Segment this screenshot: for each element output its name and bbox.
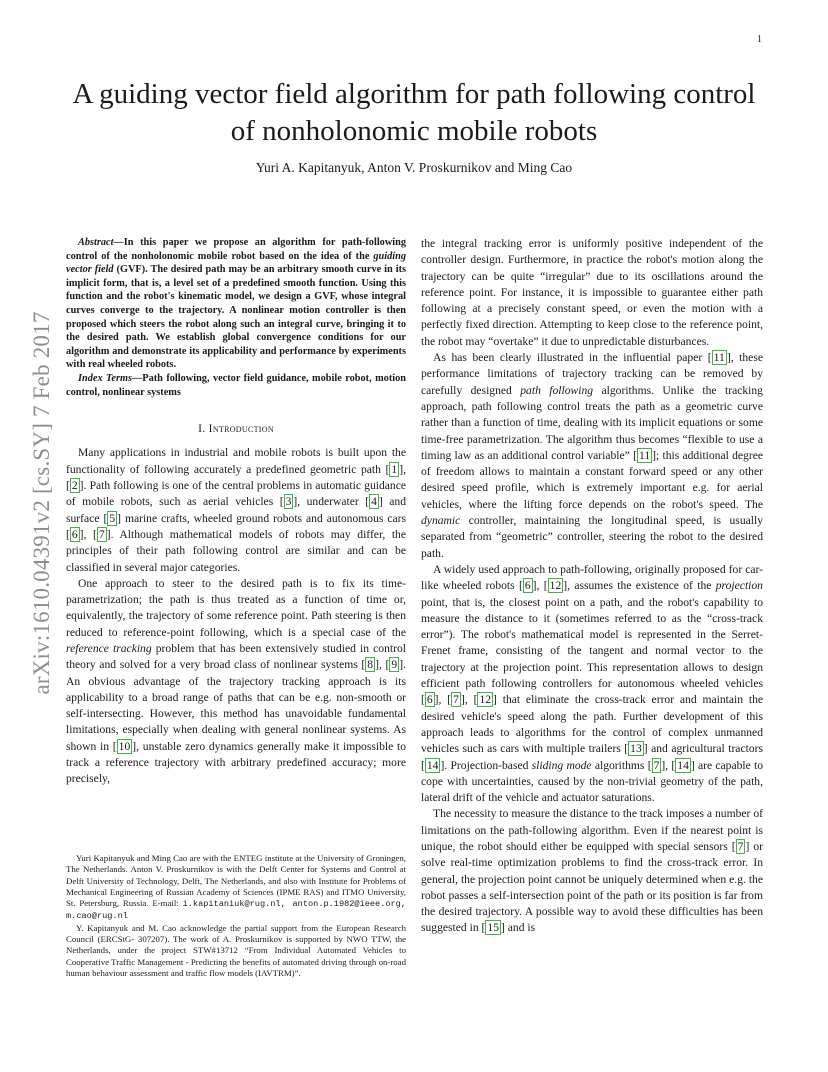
gvf-term: guiding vector field [66,250,406,276]
citation-link[interactable]: [ 9 ] [385,658,404,672]
citation-link[interactable]: [ 4 ] [365,495,383,509]
intro-paragraph-5: The necessity to measure the distance to the track imposes a number of limitations on the path-following algorithm. Even if the nearest point is unique, the robot should either be equipped with special sensors [ 7 ] or solve real-time optimization problems to find the cross-track error. In general, the projection point cannot be uniquely determined when e.g. the robot passes a self-intersection point of the path or its position is far from the desired trajectory. A possible way to avoid these difficulties has been suggested in [ 15 ] and is [421,807,764,935]
citation-link[interactable]: [ 12 ] [543,579,568,593]
page-number: 1 [757,34,762,45]
intro-paragraph-2: One approach to steer to the desired path is to fix its time-parametrization; the path is thus treated as a function of time or, equivalently, the trajectory of some reference point. Path steering is then reduced to reference-point following, which is a special case of the reference tracking problem that has been extensively studied in control theory and solved for a very broad class of nonlinear systems [ 8 ], [ 9 ]. An obvious advantage of the trajectory tracking approach is its applicability to a broad range of paths that can be e.g. non-smooth or self-intersecting. However, this method has unavoidable fundamental limitations, especially when dealing with general nonlinear systems. As shown in [ 10 ], unstable zero dynamics generally make it impossible to track a reference trajectory with arbitrary predefined accuracy; more precisely, [66,576,406,786]
citation-link[interactable]: [ 11 ] [633,448,656,462]
footnote-acknowledgement: Y. Kapitanyuk and M. Cao acknowledge the partial support from the European Research Council (ERCStG- 307207). The work of A. Proskurnikov is supported by NWO TTW, the Netherlands, under the project STW#13712 “From Individual Automated Vehicles to Cooperative Traffic Management - Predicting the benefits of automated driving through on-road human behaviour assessment and traffic flow models (IAVTRM)”. [66,922,406,978]
citation-link[interactable]: [ 7 ] [731,839,750,853]
abstract: Abstract—In this paper we propose an algorithm for path-following control of the nonholonomic mobile robot based on the idea of the guiding vector field (GVF). The desired path may be an arbitrary smooth curve in its implicit form, that is, a level set of a predefined smooth function. Using this function and the robot's kinematic model, we design a GVF, whose integral curves converge to the trajectory. A nonlinear motion controller is then proposed which steers the robot along such an integral curve, bringing it to the desired path. We establish global convergence conditions for our algorithm and demonstrate its applicability and performance by experiments with real wheeled robots. [66,237,407,371]
citation-link[interactable]: [ 7 ] [647,758,666,772]
section-heading-introduction: I. Introduction [198,422,274,436]
citation-link[interactable]: [ 6 ] [518,579,537,593]
paper-title: A guiding vector field algorithm for path following control of nonholonomic mobile robots [72,78,756,147]
citation-link[interactable]: [ 2 ] [66,479,84,493]
footnote-emails[interactable]: i.kapitaniuk@rug.nl, anton.p.1982@ieee.org, m.cao@rug.nl [66,899,406,922]
citation-link[interactable]: [ 14 ] [421,758,445,772]
intro-paragraph-2-continued: the integral tracking error is uniformly positive independent of the controller design. Furthermore, in practice the robot's motion along the trajectory can be quite “irregular” due to its oscillations around the reference point. For instance, it is impossible to guarantee either path following at a precisely constant speed, or even the motion with a perfectly fixed direction. Attempting to keep close to the reference point, the robot may “overtake” it due to unpredictable disturbances. [421,237,763,348]
citation-link[interactable]: [ 6 ] [421,693,439,707]
intro-paragraph-1: Many applications in industrial and mobile robots is built upon the functionality of following accurately a predefined geometric path [ 1 ], [ 2 ]. Path following is one of the central problems in automatic guidance of mobile robots, such as aerial vehicles [ 3 ], underwater [ 4 ] and surface [ 5 ] marine crafts, wheeled ground robots and autonomous cars [ 6 ], [ 7 ]. Although mathematical models of robots may differ, the principles of their path following control are similar and can be classified in several major categories. [66,446,407,574]
arxiv-identifier [22,268,62,738]
citation-link[interactable]: [ 15 ] [481,921,505,935]
index-terms: Index Terms—Path following, vector field guidance, mobile robot, motion control, nonlinear systems [66,372,406,398]
citation-link[interactable]: [ 7 ] [447,693,465,707]
author-list: Yuri A. Kapitanyuk, Anton V. Proskurnikov and Ming Cao [255,160,573,175]
citation-link[interactable]: [ 13 ] [624,742,648,756]
index-terms-label: Index Terms [78,372,132,384]
intro-paragraph-3: As has been clearly illustrated in the influential paper [ 11 ], these performance limitations of trajectory tracking can be removed by carefully designed path following algorithms. Unlike the tracking approach, path following control treats the path as a geometric curve rather than a function of time, dealing with its implicit equations or some time-free parametrization. The algorithm thus becomes “flexible to use a timing law as an additional control variable” [ 11 ]; this additional degree of freedom allows to maintain a constant forward speed or any other desired speed profile, which is extremely important e.g. for aerial vehicles, where the lifting force depends on the robot's speed. The dynamic controller, maintaining the longitudinal speed, is usually separated from “geometric” controller, steering the robot to the desired path. [421,351,763,560]
citation-link[interactable]: [ 3 ] [279,495,298,509]
citation-link[interactable]: [ 8 ] [361,658,379,672]
arxiv-identifier-text: arXiv:1610.04391v2 [cs.SY] 7 Feb 2017 [29,311,54,695]
citation-link[interactable]: [ 12 ] [473,693,497,707]
citation-link[interactable]: [ 11 ] [707,351,731,365]
citation-link[interactable]: [ 7 ] [93,527,111,541]
citation-link[interactable]: [ 14 ] [671,758,695,772]
intro-paragraph-2-left-part: , unstable zero dynamics generally make it impossible to track a reference trajectory with arbitrary predefined accuracy; more precisely, [66,739,406,786]
footnote-affiliations: Yuri Kapitanyuk and Ming Cao are with the ENTEG institute at the University of Groningen, The Netherlands. Anton V. Proskurnikov is with the Delft Center for Systems and Control at Delft University of Technology, Delft, The Netherlands, and also with Institute for Problems of Mechanical Engineering of Russian Academy of Sciences (IPME RAS) and ITMO University, St. Petersburg, Russia. E-mail: i.kapitaniuk@rug.nl, anton.p.1982@ieee.org, m.cao@rug.nl [66,853,406,922]
citation-link[interactable]: [ 1 ] [385,462,404,476]
right-column [421,236,763,937]
citation-link[interactable]: [ 10 ] [112,739,137,753]
footnote [66,853,406,979]
left-column [66,236,406,788]
abstract-label: Abstract [78,237,114,248]
citation-link[interactable]: [ 5 ] [103,511,121,525]
citation-link[interactable]: [ 6 ] [66,527,84,541]
intro-paragraph-4: A widely used approach to path-following, originally proposed for car-like wheeled robots [ 6 ], [ 12 ], assumes the existence of the projection point, that is, the closest point on a path, and the robot's capability to measure the distance to it (sometimes referred to as the “cross-track error”). The robot's mathematical model is represented in the Serret-Frenet frame, consisting of the tangent and normal vector to the trajectory at the projection point. This representation allows to design efficient path following controllers for autonomous wheeled vehicles [ 6 ], [ 7 ], [ 12 ] that eliminate the cross-track error and maintain the desired vehicle's speed along the path. Further development of this approach leads to algorithms for the control of complex unmanned vehicles such as cars with multiple trailers [ 13 ] and agricultural tractors [ 14 ]. Projection-based sliding mode algorithms [ 7 ], [ 14 ] are capable to cope with uncertainties, caused by the non-trivial geometry of the path, lateral drift of the vehicle and actuator saturations. [421,562,764,805]
